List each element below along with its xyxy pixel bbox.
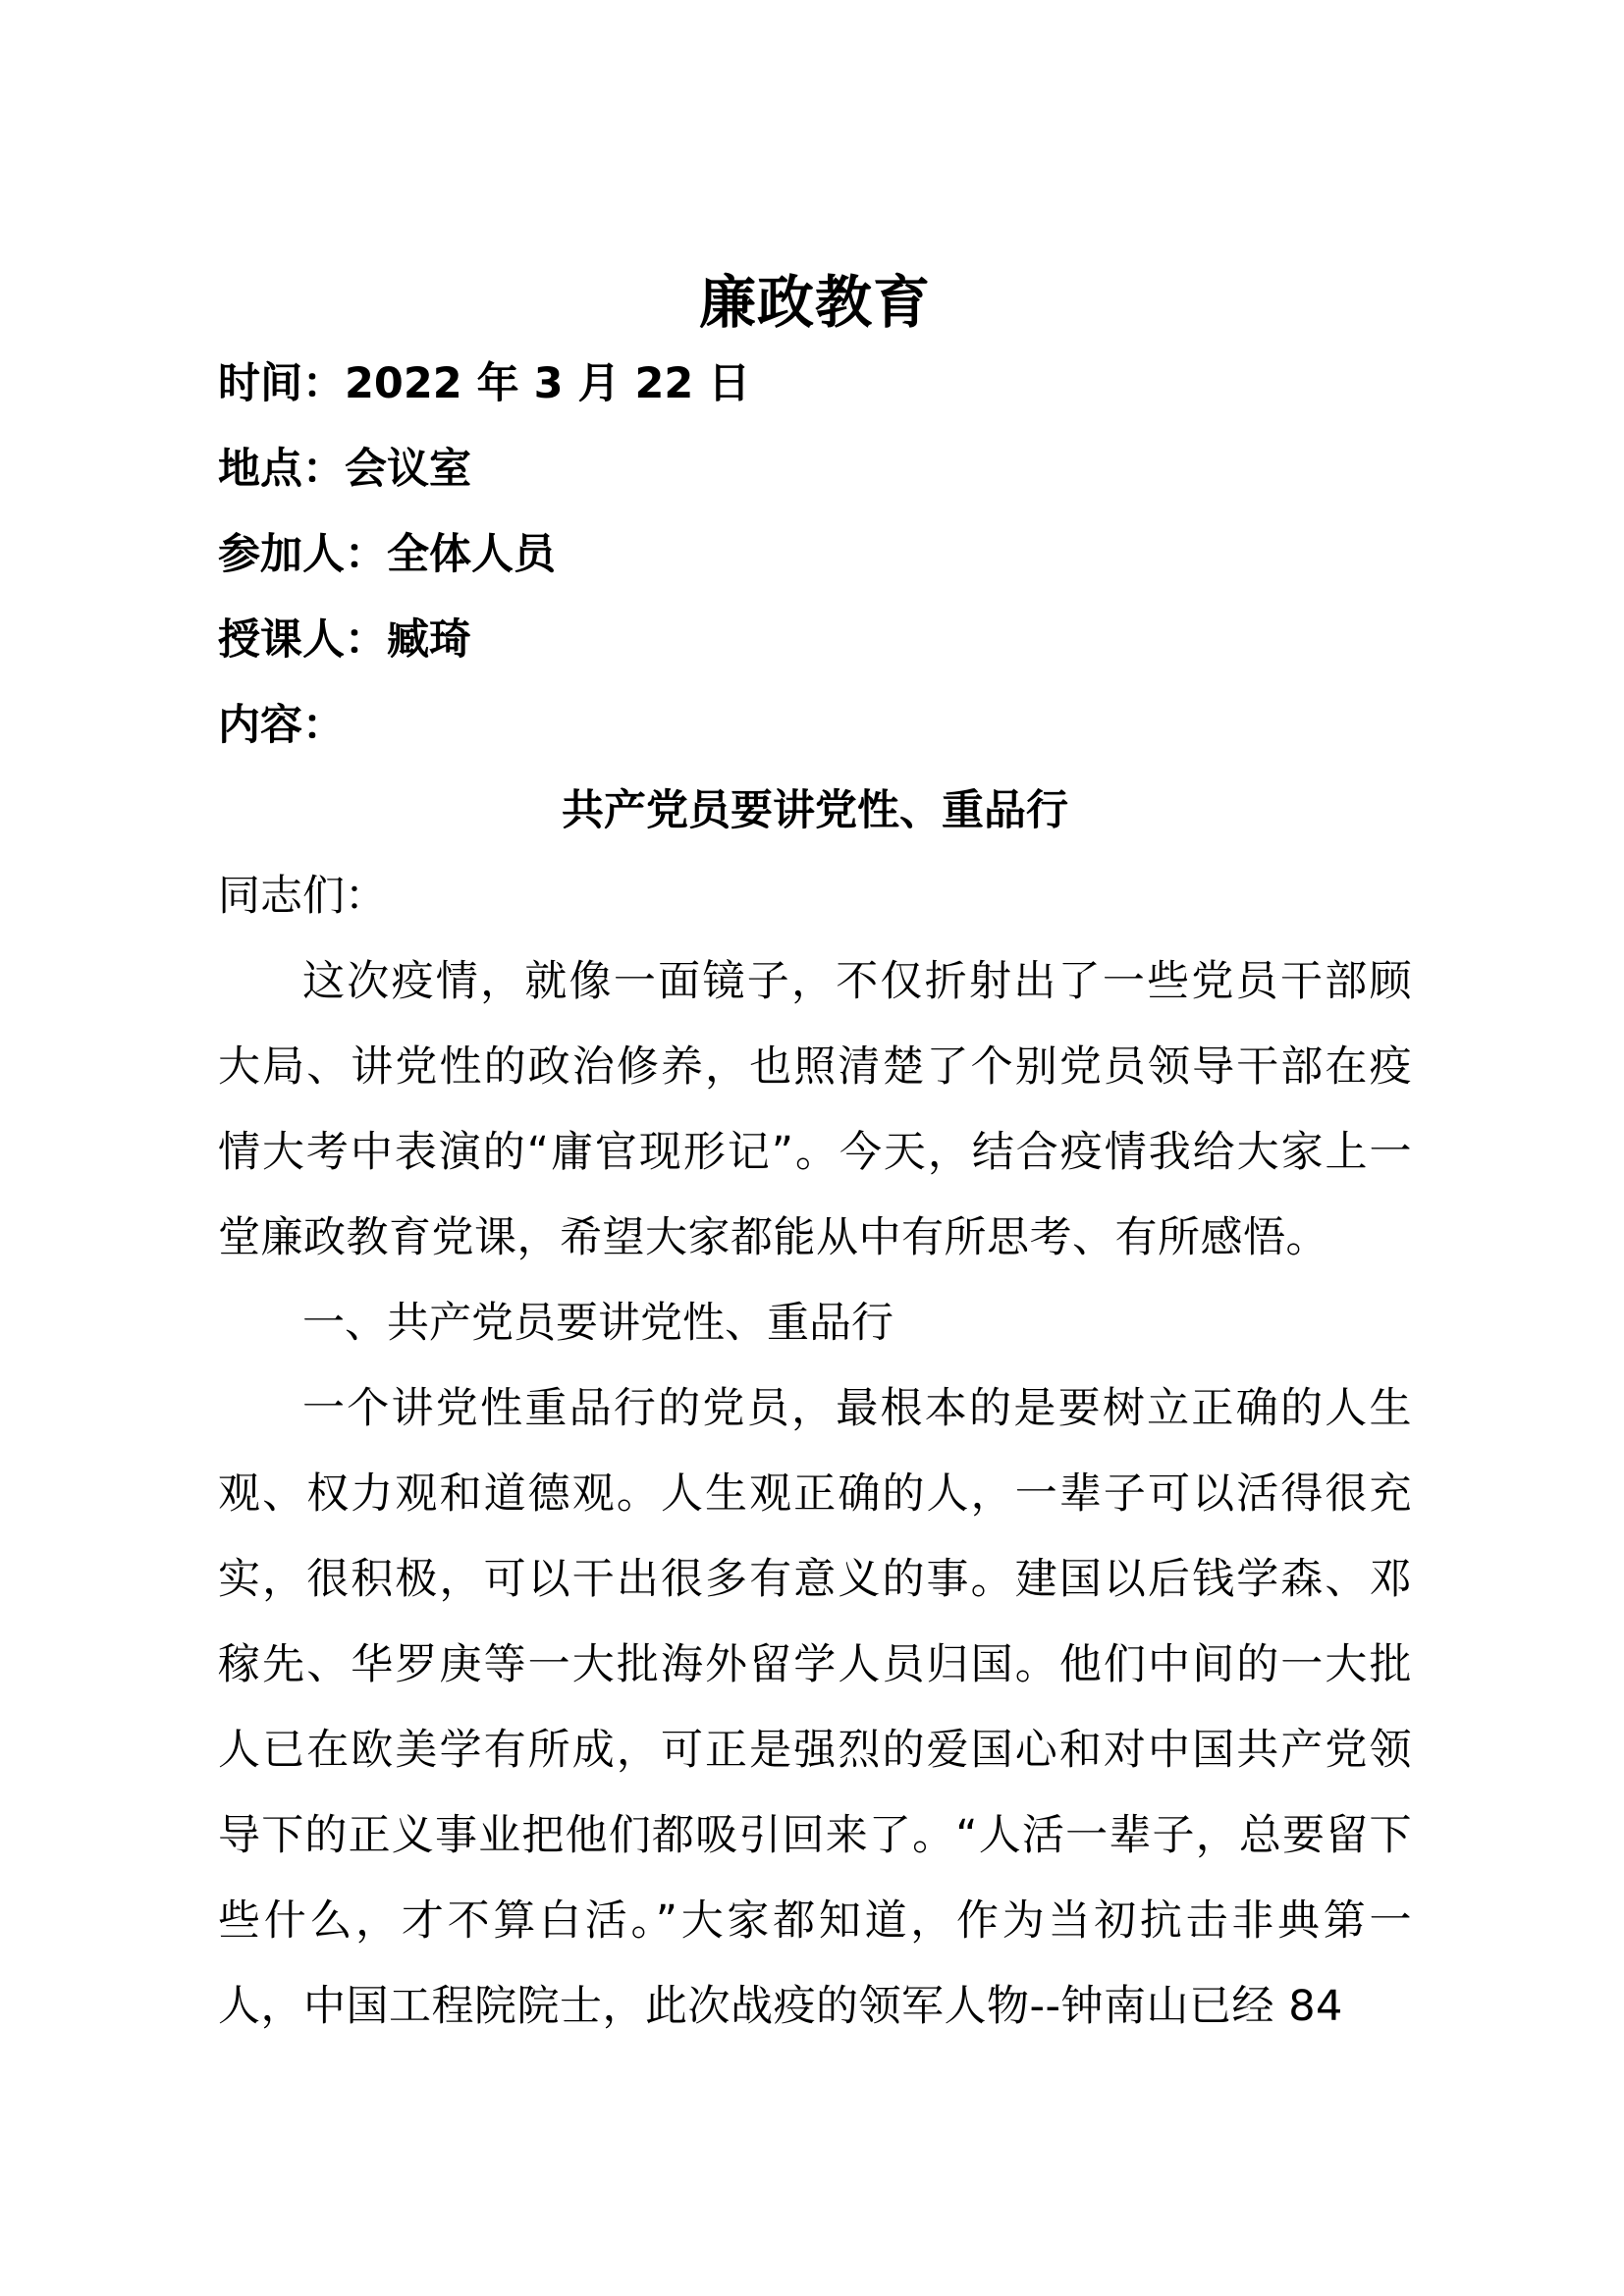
meta-time: 时间：2022 年 3 月 22 日	[218, 359, 751, 408]
intro-paragraph: 这次疫情，就像一面镜子，不仅折射出了一些党员干部顾大局、讲党性的政治修养，也照清楚了个别党员领导干部在疫情大考中表演的“庸官现形记”。今天，结合疫情我给大家上一堂廉政教育党课，希望大家都能从中有所思考、有所感悟。	[218, 957, 1412, 1262]
meta-location: 地点：会议室	[218, 445, 471, 494]
document-body	[218, 263, 1412, 2050]
lecture-subtitle: 共产党员要讲党性、重品行	[562, 786, 1068, 835]
meta-lecturer: 授课人：臧琦	[218, 615, 471, 665]
meta-content-label: 内容：	[218, 701, 345, 750]
section-one-body: 一个讲党性重品行的党员，最根本的是要树立正确的人生观、权力观和道德观。人生观正确的人，一辈子可以活得很充实，很积极，可以干出很多有意义的事。建国以后钱学森、邓稼先、华罗庚等一大批海外留学人员归国。他们中间的一大批人已在欧美学有所成，可正是强烈的爱国心和对中国共产党领导下的正义事业把他们都吸引回来了。“人活一辈子，总要留下些什么，才不算白活。”大家都知道，作为当初抗击非典第一人，中国工程院院士，此次战疫的领军人物--钟南山已经 84	[218, 1384, 1412, 2031]
meta-participants: 参加人：全体人员	[218, 530, 556, 579]
section-one-heading: 一、共产党员要讲党性、重品行	[302, 1299, 893, 1348]
salutation: 同志们：	[218, 872, 387, 921]
document-title: 廉政教育	[698, 269, 931, 336]
